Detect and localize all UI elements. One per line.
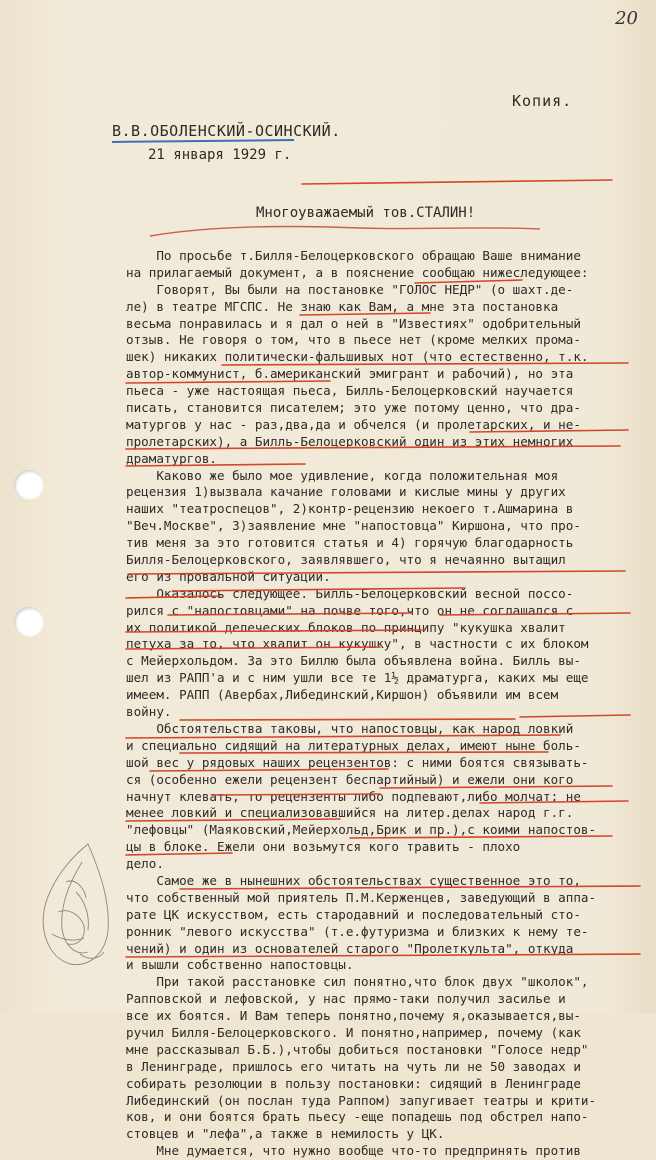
body-line: их политикой делеческих блоков по принципу "кукушка хвалит [126,619,566,635]
body-line: имеем. РАПП (Авербах,Либединский,Киршон) объявили им всем [126,687,559,703]
body-line: ся (особенно ежели рецензент беспартийный) и ежели они кого [126,771,574,787]
body-line: ле) в театре МГСПС. Не знаю как Вам, а мне эта постановка [126,298,559,314]
body-line: Мне думается, что нужно вообще что-то предпринять против [126,1143,581,1159]
body-line: "лефовцы" (Маяковский,Мейерхольд,Брик и пр.),с коими напостов- [126,822,597,838]
body-line: пролетарских), а Билль-Белоцерковский один из этих немногих [126,433,574,449]
copy-label: Копия. [512,92,573,110]
body-line: в Ленинграде, пришлось его читать на чуть ли не 50 заводах и [126,1058,581,1074]
body-line: весьма понравилась и я дал о ней в "Известиях" одобрительный [126,315,581,331]
body-line: шел из РАПП'а и с ним ушли все те 1½ драматурга, каких мы еще [126,670,589,686]
body-line: рился с "напостовцами" на почве того,что он не соглашался с [126,602,574,618]
body-line: начнут клевать, то рецензенты либо подпевают,либо молчат; не [126,788,581,804]
body-line: При такой расстановке сил понятно,что блок двух "школок", [126,974,589,990]
body-line: петуха за то, что хвалит он кукушку", в частности с их блоком [126,636,589,652]
body-line: ков, и они боятся брать пьесу -еще попадешь под обстрел напо- [126,1109,589,1125]
letter-date: 21 января 1929 г. [148,147,292,163]
body-line: менее ловкий и специализовавшийся на литер.делах народ г.г. [126,805,574,821]
body-line: рецензия 1)вызвала качание головами и кислые мины у других [126,484,566,500]
body-line: Каково же было мое удивление, когда положительная моя [126,467,559,483]
body-line: пьеса - уже настоящая пьеса, Билль-Белоцерковский научается [126,383,574,399]
author-name: В.В.ОБОЛЕНСКИЙ-ОСИНСКИЙ. [112,122,341,140]
body-line: шой вес у рядовых наших рецензентов: с ними боятся связывать- [126,754,589,770]
body-line: и вышли собственно напостовцы. [126,957,354,973]
body-line: собирать резолюции в пользу постановки: сидящий в Ленинграде [126,1075,581,1091]
pencil-sketch-doodle [18,842,128,972]
salutation: Многоуважаемый тов.СТАЛИН! [256,205,476,221]
body-line: По просьбе т.Билля-Белоцерковского обращаю Ваше внимание [126,248,581,263]
body-line: Самое же в нынешних обстоятельствах существенное это то, [126,872,581,888]
body-line: мне рассказывал Б.Б.),чтобы добиться постановки "Голосе недр" [126,1041,589,1057]
body-line: Рапповской и лефовской, у нас прямо-таки получил засилье и [126,991,566,1007]
body-line: чений) и один из основателей старого "Пролеткульта", откуда [126,940,574,956]
body-line: Обстоятельства таковы, что напостовцы, как народ ловкий [126,720,574,736]
body-line: Оказалось следующее. Билль-Белоцерковский весной поссо- [126,585,574,601]
body-line: его из провальной ситуации. [126,568,331,584]
body-line: автор-коммунист, б.американский эмигрант и рабочий), но эта [126,366,574,382]
body-line: тив меня за это готовится статья и 4) горячую благодарность [126,535,574,551]
body-line: писать, становится писателем; это уже потому ценно, что дра- [126,400,581,416]
body-line: рате ЦК искусством, есть стародавний и последовательный сто- [126,906,581,922]
letter-body [126,248,636,1160]
body-line: что собственный мой приятель П.М.Керженцев, заведующий в аппа- [126,889,597,905]
punch-hole-bottom [14,607,44,637]
body-line: драматургов. [126,450,217,466]
punch-hole-top [14,470,44,500]
body-line: Говорят, Вы были на постановке "ГОЛОС НЕДР" (о шахт.де- [126,281,574,297]
body-line: шек) никаких политически-фальшивых нот (что естественно, т.к. [126,349,589,365]
body-line: Билля-Белоцерковского, заявлявшего, что я нечаянно вытащил [126,552,566,568]
body-line: Либединский (он послан туда Раппом) запугивает театры и крити- [126,1092,597,1108]
body-line: отзыв. Не говоря о том, что в пьесе нет (кроме мелких прома- [126,332,581,348]
body-line: стовцев и "лефа",а также в немилость у ЦК. [126,1126,445,1142]
body-line: с Мейерхольдом. За это Биллю была объявлена война. Билль вы- [126,653,581,669]
body-line: наших "театроспецов", 2)контр-рецензию некоего т.Ашмарина в [126,501,574,517]
body-line: цы в блоке. Ежели они возьмутся кого травить - плохо [126,839,521,855]
body-line: ронник "левого искусства" (т.е.футуризма и близких к нему те- [126,923,589,939]
page-number: 20 [615,8,638,29]
body-line: и специально сидящий на литературных делах, имеют ныне боль- [126,737,581,753]
body-line: матургов у нас - раз,два,да и обчелся (и пролетарских, и не- [126,416,581,432]
body-line: войну. [126,704,172,720]
body-line: ручил Билля-Белоцерковского. И понятно,например, почему (как [126,1024,581,1040]
body-line: все их боятся. И Вам теперь понятно,почему я,оказывается,вы- [126,1008,581,1024]
body-line: дело. [126,856,164,872]
body-line: "Веч.Москве", 3)заявление мне "напостовца" Киршона, что про- [126,518,581,534]
body-line: на прилагаемый документ, а в пояснение сообщаю нижеследующее: [126,264,589,280]
